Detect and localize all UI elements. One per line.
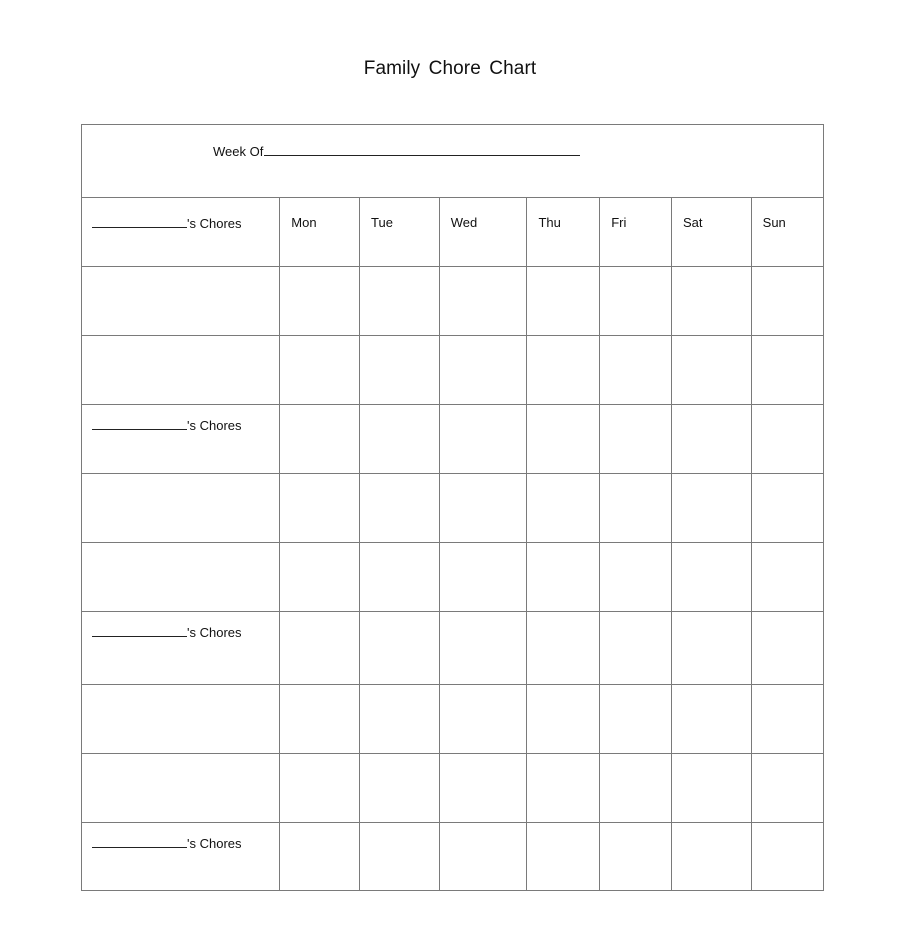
chore-cell[interactable]: [82, 753, 280, 822]
check-cell[interactable]: [671, 611, 751, 684]
check-cell[interactable]: [751, 335, 823, 404]
check-cell[interactable]: [600, 266, 672, 335]
day-label: Mon: [291, 215, 317, 230]
check-cell[interactable]: [600, 473, 672, 542]
check-cell[interactable]: [360, 684, 440, 753]
check-cell[interactable]: [671, 684, 751, 753]
chore-name-label: [82, 405, 279, 433]
check-cell[interactable]: [280, 822, 360, 891]
chore-cell[interactable]: [82, 684, 280, 753]
name-blank-line[interactable]: [92, 835, 187, 848]
check-cell[interactable]: [671, 822, 751, 891]
check-cell[interactable]: [439, 335, 527, 404]
check-cell[interactable]: [671, 542, 751, 611]
check-cell[interactable]: [280, 404, 360, 473]
table-row: [82, 684, 823, 753]
check-cell[interactable]: [360, 753, 440, 822]
table-row: [82, 611, 823, 684]
day-label: Sat: [682, 215, 703, 230]
check-cell[interactable]: [600, 822, 672, 891]
check-cell[interactable]: [527, 404, 600, 473]
check-cell[interactable]: [280, 611, 360, 684]
check-cell[interactable]: [360, 822, 440, 891]
check-cell[interactable]: [439, 473, 527, 542]
check-cell[interactable]: [751, 684, 823, 753]
chore-name-label: [82, 612, 279, 640]
check-cell[interactable]: [751, 542, 823, 611]
check-cell[interactable]: [280, 335, 360, 404]
table-row: [82, 404, 823, 473]
check-cell[interactable]: [280, 542, 360, 611]
check-cell[interactable]: [360, 266, 440, 335]
name-blank-line[interactable]: [92, 624, 187, 637]
day-label: Tue: [371, 215, 393, 230]
week-of-label: Week Of: [213, 144, 264, 159]
name-blank-line[interactable]: [92, 417, 187, 430]
check-cell[interactable]: [600, 335, 672, 404]
day-header-mon: [280, 197, 360, 266]
check-cell[interactable]: [600, 753, 672, 822]
day-header-thu: [527, 197, 600, 266]
check-cell[interactable]: [527, 473, 600, 542]
table-row: [82, 473, 823, 542]
day-label: Wed: [450, 215, 478, 230]
name-blank-line[interactable]: [92, 215, 187, 228]
day-label: Fri: [611, 215, 627, 230]
check-cell[interactable]: [439, 822, 527, 891]
check-cell[interactable]: [600, 404, 672, 473]
day-label: Sun: [762, 215, 786, 230]
table-row: [82, 753, 823, 822]
check-cell[interactable]: [751, 473, 823, 542]
day-header-wed: [439, 197, 527, 266]
check-cell[interactable]: [671, 473, 751, 542]
check-cell[interactable]: [439, 611, 527, 684]
chore-grid: [82, 197, 823, 891]
chores-suffix: 's Chores: [187, 835, 242, 851]
check-cell[interactable]: [527, 611, 600, 684]
check-cell[interactable]: [527, 753, 600, 822]
check-cell[interactable]: [527, 822, 600, 891]
check-cell[interactable]: [751, 611, 823, 684]
chores-suffix: 's Chores: [187, 417, 242, 433]
table-row: [82, 822, 823, 891]
check-cell[interactable]: [439, 542, 527, 611]
day-header-sat: [671, 197, 751, 266]
table-row: [82, 266, 823, 335]
week-of-field[interactable]: [213, 143, 580, 159]
check-cell[interactable]: [360, 404, 440, 473]
check-cell[interactable]: [527, 542, 600, 611]
table-row: [82, 197, 823, 266]
week-of-blank-line[interactable]: [264, 143, 580, 156]
check-cell[interactable]: [280, 473, 360, 542]
chores-name-cell[interactable]: [82, 822, 280, 891]
check-cell[interactable]: [360, 473, 440, 542]
check-cell[interactable]: [360, 542, 440, 611]
chores-suffix: 's Chores: [187, 216, 242, 231]
check-cell[interactable]: [439, 266, 527, 335]
check-cell[interactable]: [600, 611, 672, 684]
table-row: [82, 335, 823, 404]
check-cell[interactable]: [671, 335, 751, 404]
week-of-row: [82, 125, 823, 198]
chores-name-cell[interactable]: [82, 197, 280, 266]
table-row: [82, 542, 823, 611]
chore-cell[interactable]: [82, 473, 280, 542]
check-cell[interactable]: [280, 684, 360, 753]
check-cell[interactable]: [751, 753, 823, 822]
check-cell[interactable]: [600, 542, 672, 611]
chores-name-cell[interactable]: [82, 611, 280, 684]
check-cell[interactable]: [360, 611, 440, 684]
chores-name-cell[interactable]: [82, 404, 280, 473]
check-cell[interactable]: [671, 753, 751, 822]
chore-name-label: [82, 197, 279, 231]
chore-cell[interactable]: [82, 266, 280, 335]
check-cell[interactable]: [671, 404, 751, 473]
check-cell[interactable]: [751, 822, 823, 891]
chores-suffix: 's Chores: [187, 624, 242, 640]
check-cell[interactable]: [360, 335, 440, 404]
check-cell[interactable]: [280, 753, 360, 822]
check-cell[interactable]: [527, 335, 600, 404]
day-header-fri: [600, 197, 672, 266]
check-cell[interactable]: [439, 684, 527, 753]
day-label: Thu: [538, 215, 561, 230]
check-cell[interactable]: [527, 684, 600, 753]
check-cell[interactable]: [280, 266, 360, 335]
check-cell[interactable]: [439, 753, 527, 822]
chore-chart-sheet: [81, 124, 824, 891]
chore-cell[interactable]: [82, 542, 280, 611]
check-cell[interactable]: [439, 404, 527, 473]
day-header-tue: [360, 197, 440, 266]
chore-cell[interactable]: [82, 335, 280, 404]
check-cell[interactable]: [671, 266, 751, 335]
check-cell[interactable]: [527, 266, 600, 335]
check-cell[interactable]: [600, 684, 672, 753]
check-cell[interactable]: [751, 266, 823, 335]
day-header-sun: [751, 197, 823, 266]
chore-name-label: [82, 823, 279, 851]
check-cell[interactable]: [751, 404, 823, 473]
page-title: Family Chore Chart: [363, 58, 537, 79]
